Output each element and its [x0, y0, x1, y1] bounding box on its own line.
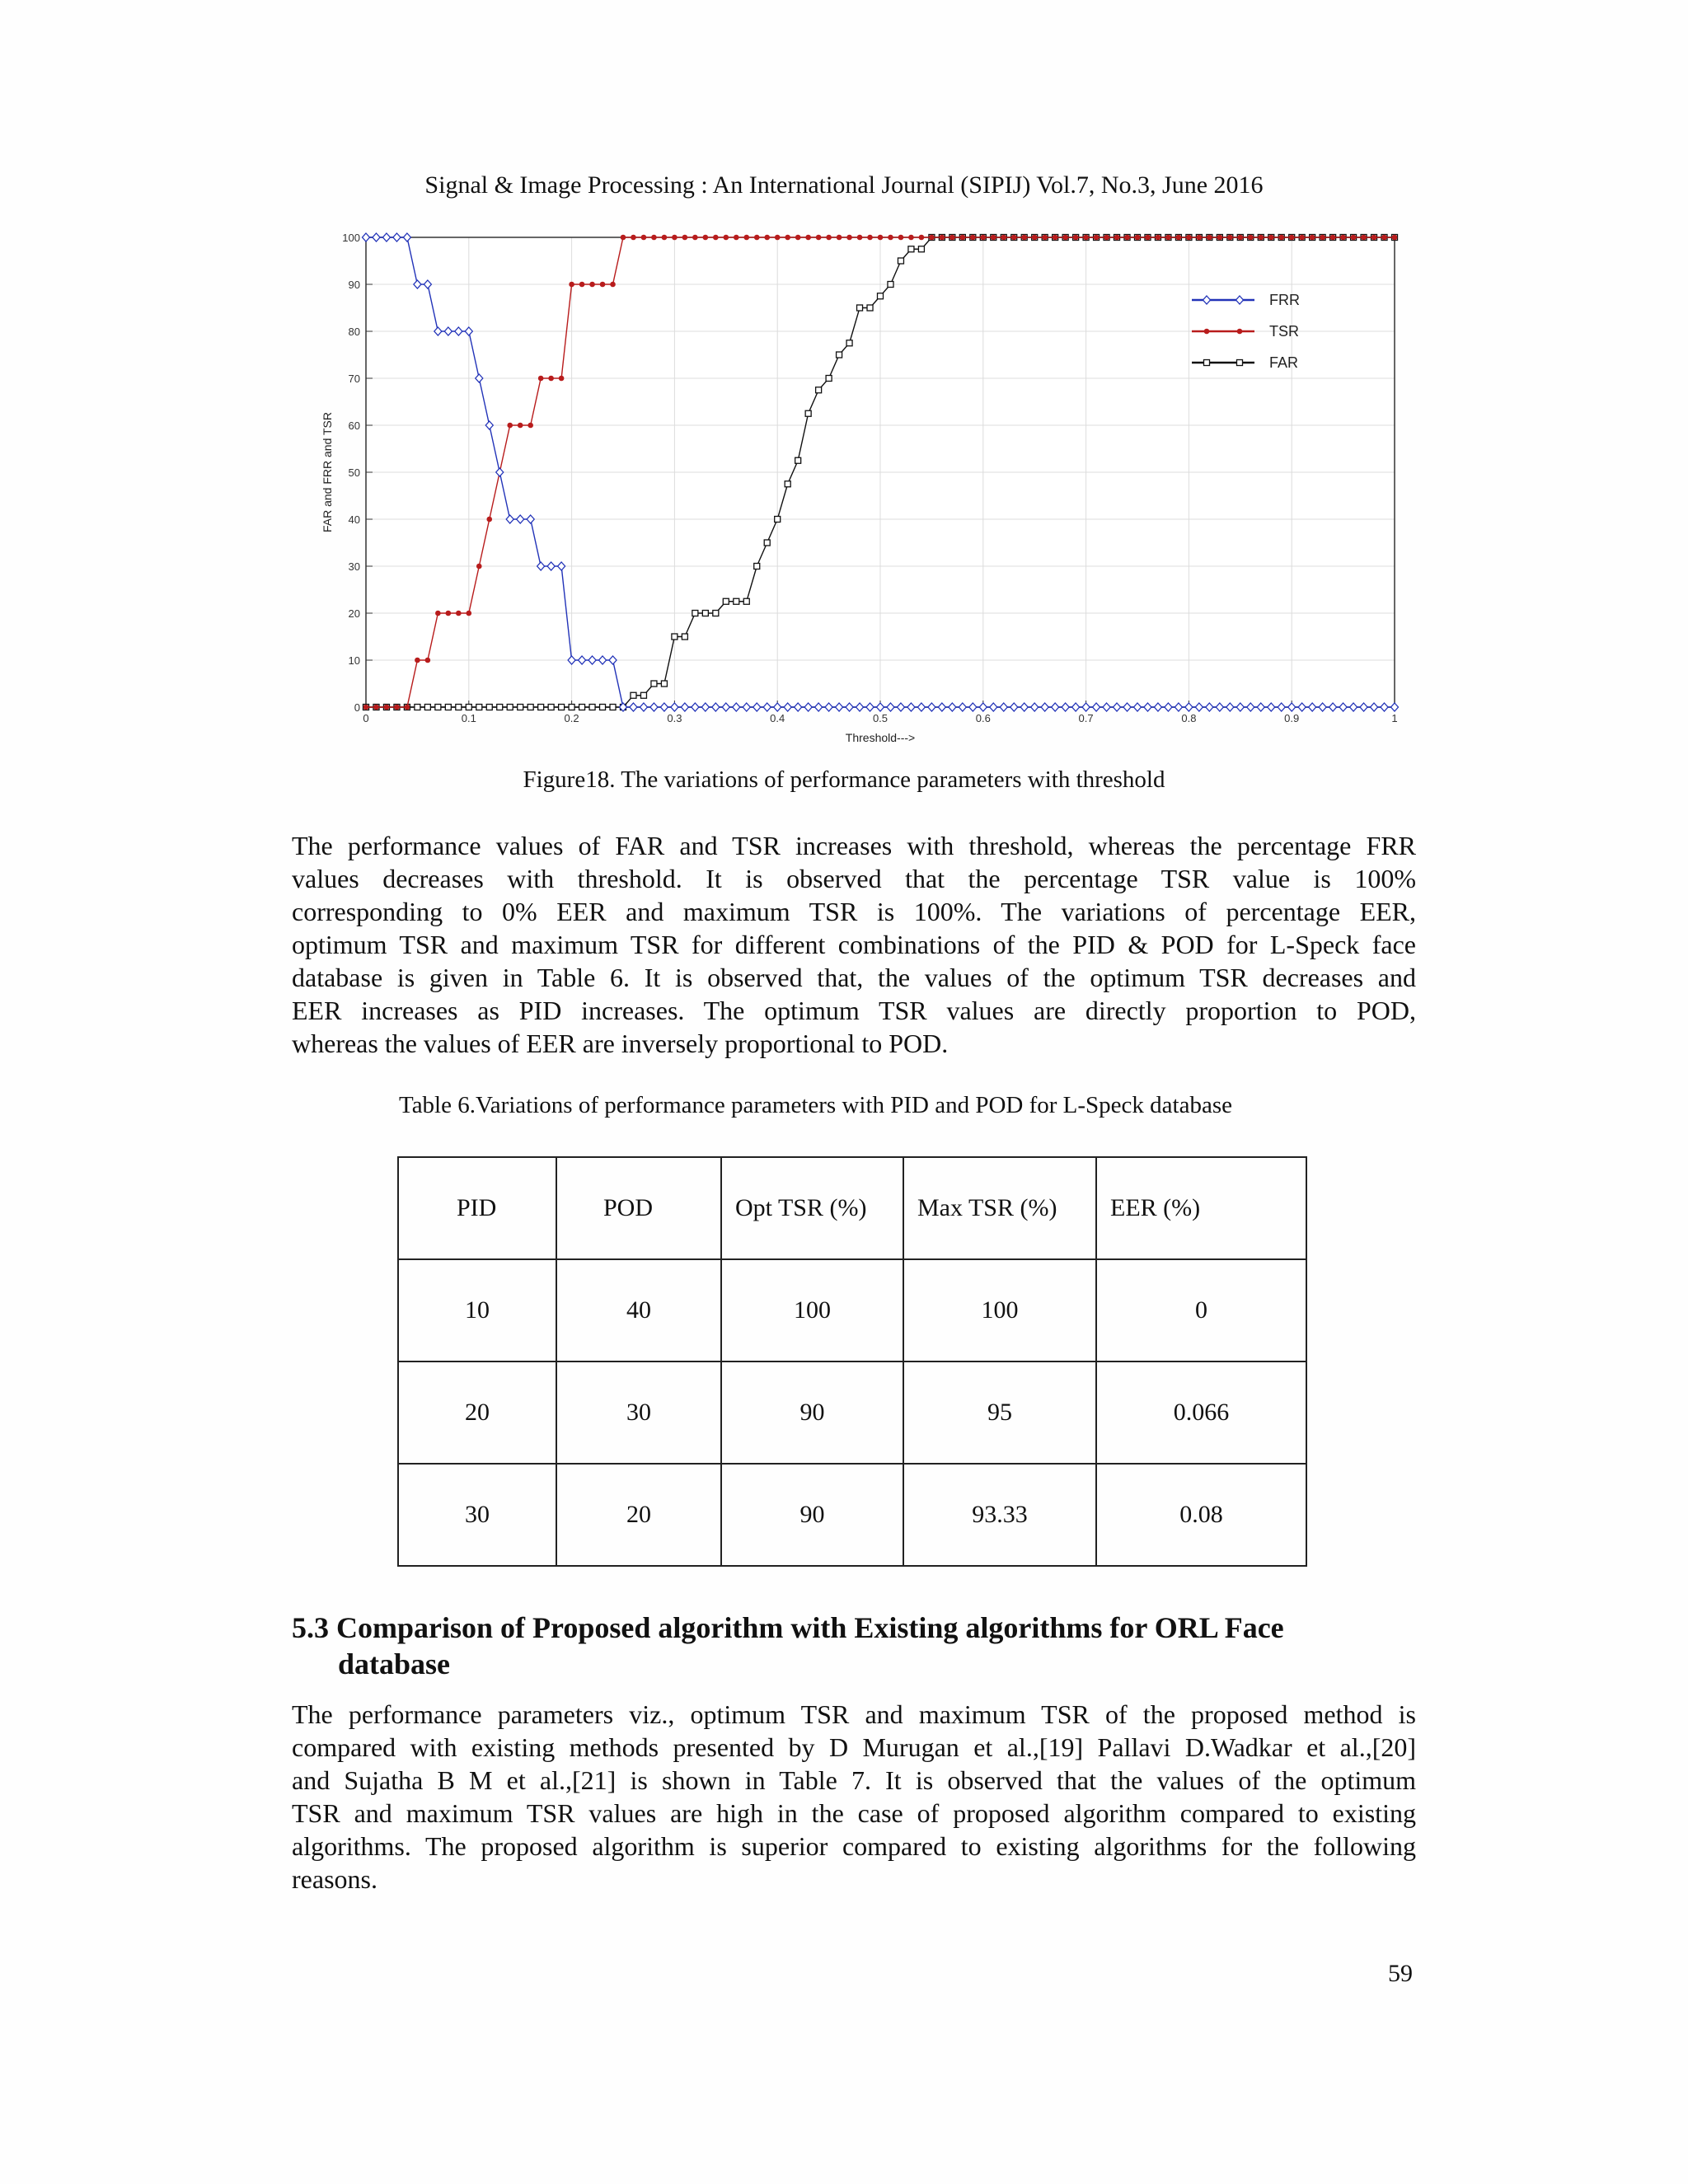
far-point	[734, 598, 739, 604]
tsr-point	[1084, 235, 1089, 240]
tsr-point	[611, 282, 616, 287]
tsr-point	[847, 235, 852, 240]
table-row	[398, 1464, 1306, 1566]
far-point	[569, 705, 574, 710]
paragraph-line: database is given in Table 6. It is observed that, the values of the optimum TSR decreases and	[292, 963, 1416, 992]
x-tick-label: 0	[363, 712, 369, 724]
tsr-point	[528, 423, 533, 428]
tsr-point	[1187, 235, 1192, 240]
paragraph-line: whereas the values of EER are inversely proportional to POD.	[292, 1029, 949, 1058]
tsr-point	[395, 705, 400, 710]
y-tick-label: 0	[354, 701, 360, 714]
tsr-point	[1382, 235, 1387, 240]
far-point	[445, 705, 451, 710]
far-point	[579, 705, 585, 710]
far-point	[878, 293, 884, 299]
x-tick-label: 0.5	[872, 712, 889, 724]
tsr-point	[1372, 235, 1376, 240]
tsr-point	[405, 705, 410, 710]
tsr-point	[1362, 235, 1367, 240]
far-point	[795, 457, 801, 463]
section-heading-line-2: database	[338, 1647, 451, 1680]
tsr-point	[1146, 235, 1151, 240]
tsr-point	[1114, 235, 1119, 240]
far-point	[476, 705, 482, 710]
paragraph-line: EER increases as PID increases. The optimum TSR values are directly proportion to POD,	[292, 996, 1416, 1025]
section-heading	[292, 1610, 1446, 1682]
far-point	[600, 705, 606, 710]
legend-marker	[1204, 360, 1210, 366]
tsr-point	[795, 235, 800, 240]
far-point	[816, 387, 822, 393]
table-cell: 0.066	[1096, 1361, 1306, 1464]
x-tick-label: 0.8	[1181, 712, 1197, 724]
legend-marker	[1237, 360, 1243, 366]
tsr-point	[1053, 235, 1057, 240]
far-point	[888, 282, 893, 288]
header-cell: POD	[556, 1157, 721, 1259]
x-tick-label: 0.1	[461, 712, 476, 724]
tsr-point	[538, 376, 543, 381]
far-point	[518, 705, 523, 710]
y-tick-label: 60	[348, 419, 360, 432]
far-point	[918, 246, 924, 252]
table-cell: 100	[721, 1259, 903, 1361]
tsr-point	[1259, 235, 1264, 240]
tsr-point	[837, 235, 842, 240]
tsr-point	[1300, 235, 1305, 240]
far-point	[640, 692, 646, 698]
paragraph-line: algorithms. The proposed algorithm is superior compared to existing algorithms for the following	[292, 1831, 1416, 1861]
tsr-point	[476, 564, 481, 569]
far-point	[826, 376, 832, 382]
tsr-point	[724, 235, 729, 240]
tsr-point	[652, 235, 657, 240]
y-axis-label: FAR and FRR and TSR	[321, 411, 334, 533]
tsr-point	[1238, 235, 1243, 240]
journal-header: Signal & Image Processing : An International Journal (SIPIJ) Vol.7, No.3, June 2016	[424, 171, 1264, 199]
y-tick-label: 80	[348, 326, 360, 338]
far-point	[743, 598, 749, 604]
far-point	[908, 246, 914, 252]
far-point	[764, 540, 770, 546]
tsr-point	[1197, 235, 1202, 240]
tsr-point	[1217, 235, 1222, 240]
tsr-point	[579, 282, 584, 287]
tsr-point	[467, 611, 471, 616]
far-point	[466, 705, 471, 710]
far-point	[424, 705, 430, 710]
far-point	[672, 634, 678, 640]
tsr-point	[425, 658, 430, 663]
paragraph-line: and Sujatha B M et al.,[21] is shown in Table 7. It is observed that the values of the optimum	[292, 1765, 1416, 1795]
tsr-point	[1279, 235, 1284, 240]
far-point	[486, 705, 492, 710]
tsr-point	[1156, 235, 1160, 240]
tsr-point	[1268, 235, 1273, 240]
far-point	[898, 258, 903, 264]
tsr-point	[621, 235, 626, 240]
legend-marker	[1204, 329, 1209, 334]
far-point	[702, 611, 708, 616]
far-point	[682, 634, 687, 640]
legend-label: TSR	[1269, 323, 1299, 340]
far-point	[805, 410, 811, 416]
tsr-point	[1125, 235, 1130, 240]
tsr-point	[457, 611, 462, 616]
tsr-point	[1310, 235, 1315, 240]
tsr-point	[1248, 235, 1253, 240]
y-tick-label: 20	[348, 607, 360, 620]
tsr-point	[765, 235, 770, 240]
far-point	[713, 611, 719, 616]
tsr-point	[363, 705, 368, 710]
tsr-point	[693, 235, 698, 240]
table-cell: 0.08	[1096, 1464, 1306, 1566]
tsr-point	[590, 282, 595, 287]
header-cell: PID	[398, 1157, 556, 1259]
tsr-point	[1351, 235, 1356, 240]
tsr-point	[785, 235, 790, 240]
tsr-point	[1330, 235, 1335, 240]
paragraph-line: compared with existing methods presented by D Murugan et al.,[19] Pallavi D.Wadkar et al.,[20]	[292, 1732, 1416, 1762]
far-point	[456, 705, 462, 710]
tsr-point	[1001, 235, 1006, 240]
tsr-point	[1063, 235, 1068, 240]
tsr-point	[827, 235, 832, 240]
tsr-point	[662, 235, 667, 240]
tsr-point	[940, 235, 945, 240]
y-tick-label: 40	[348, 513, 360, 526]
table-cell: 20	[556, 1464, 721, 1566]
legend-label: FRR	[1269, 292, 1300, 308]
tsr-point	[930, 235, 935, 240]
table-6	[397, 1156, 1307, 1567]
body-paragraph-1	[292, 829, 1416, 1060]
far-point	[559, 705, 565, 710]
tsr-point	[446, 611, 451, 616]
paragraph-line: corresponding to 0% EER and maximum TSR is 100%. The variations of percentage EER,	[292, 897, 1416, 926]
table-cell: 93.33	[903, 1464, 1096, 1566]
tsr-point	[1176, 235, 1181, 240]
tsr-point	[775, 235, 780, 240]
paragraph-line: values decreases with threshold. It is observed that the percentage TSR value is 100%	[292, 864, 1416, 893]
tsr-point	[1207, 235, 1212, 240]
table-cell: 30	[556, 1361, 721, 1464]
far-point	[497, 705, 503, 710]
table-row	[398, 1361, 1306, 1464]
table-caption: Table 6.Variations of performance parameters with PID and POD for L-Speck database	[399, 1092, 1233, 1118]
y-tick-label: 10	[348, 654, 360, 667]
figure-caption: Figure18. The variations of performance parameters with threshold	[523, 766, 1165, 793]
y-tick-label: 70	[348, 373, 360, 385]
far-point	[775, 517, 781, 523]
legend-marker	[1237, 329, 1242, 334]
table-cell: 30	[398, 1464, 556, 1566]
tsr-point	[1104, 235, 1109, 240]
paragraph-line: TSR and maximum TSR values are high in the case of proposed algorithm compared to existing	[292, 1798, 1416, 1828]
tsr-point	[806, 235, 811, 240]
tsr-point	[374, 705, 379, 710]
body-paragraph-2	[292, 1698, 1416, 1896]
x-tick-label: 1	[1391, 712, 1398, 724]
legend-label: FAR	[1269, 354, 1299, 371]
far-point	[857, 305, 863, 311]
tsr-point	[673, 235, 678, 240]
far-point	[538, 705, 544, 710]
tsr-point	[570, 282, 574, 287]
table-cell: 20	[398, 1361, 556, 1464]
tsr-point	[909, 235, 914, 240]
tsr-point	[1094, 235, 1099, 240]
tsr-point	[1043, 235, 1048, 240]
table-cell: 0	[1096, 1259, 1306, 1361]
x-axis-label: Threshold--->	[845, 731, 916, 744]
far-point	[528, 705, 533, 710]
paragraph-line: The performance values of FAR and TSR increases with threshold, whereas the percentage FRR	[292, 831, 1416, 860]
y-tick-label: 30	[348, 560, 360, 573]
tsr-point	[1022, 235, 1027, 240]
far-point	[785, 481, 790, 487]
table-cell: 100	[903, 1259, 1096, 1361]
tsr-point	[641, 235, 646, 240]
tsr-point	[971, 235, 976, 240]
far-point	[867, 305, 873, 311]
threshold-performance-chart	[297, 221, 1401, 758]
x-tick-label: 0.7	[1078, 712, 1094, 724]
table-cell: 40	[556, 1259, 721, 1361]
table-cell: 95	[903, 1361, 1096, 1464]
tsr-point	[898, 235, 903, 240]
y-tick-label: 90	[348, 279, 360, 291]
x-tick-label: 0.9	[1284, 712, 1300, 724]
table-row	[398, 1259, 1306, 1361]
section-heading-line-1: 5.3 Comparison of Proposed algorithm with Existing algorithms for ORL Face	[292, 1611, 1284, 1644]
paragraph-line: The performance parameters viz., optimum TSR and maximum TSR of the proposed method is	[292, 1699, 1416, 1729]
paragraph-line: optimum TSR and maximum TSR for different combinations of the PID & POD for L-Speck face	[292, 930, 1416, 959]
x-tick-label: 0.6	[975, 712, 991, 724]
tsr-point	[991, 235, 996, 240]
tsr-point	[1320, 235, 1325, 240]
tsr-point	[1228, 235, 1233, 240]
tsr-point	[487, 517, 492, 522]
tsr-point	[1011, 235, 1016, 240]
far-point	[548, 705, 554, 710]
paragraph-line: reasons.	[292, 1864, 377, 1894]
tsr-point	[436, 611, 441, 616]
far-point	[651, 681, 657, 687]
tsr-point	[919, 235, 924, 240]
header-cell: EER (%)	[1096, 1157, 1306, 1259]
tsr-point	[950, 235, 955, 240]
tsr-point	[518, 423, 523, 428]
x-tick-label: 0.2	[564, 712, 579, 724]
tsr-point	[1392, 235, 1397, 240]
tsr-point	[981, 235, 986, 240]
far-point	[435, 705, 441, 710]
far-point	[507, 705, 513, 710]
tsr-point	[754, 235, 759, 240]
tsr-point	[549, 376, 554, 381]
tsr-point	[384, 705, 389, 710]
far-point	[846, 340, 852, 346]
tsr-point	[960, 235, 965, 240]
header-cell: Max TSR (%)	[903, 1157, 1096, 1259]
tsr-point	[1341, 235, 1346, 240]
tsr-point	[857, 235, 862, 240]
tsr-point	[415, 658, 420, 663]
far-point	[661, 681, 667, 687]
far-point	[415, 705, 420, 710]
far-point	[589, 705, 595, 710]
tsr-point	[682, 235, 687, 240]
tsr-point	[734, 235, 738, 240]
tsr-point	[889, 235, 893, 240]
far-point	[837, 352, 842, 358]
tsr-point	[559, 376, 564, 381]
tsr-point	[868, 235, 873, 240]
tsr-point	[600, 282, 605, 287]
tsr-point	[816, 235, 821, 240]
tsr-point	[508, 423, 513, 428]
y-tick-label: 100	[342, 232, 360, 244]
tsr-point	[1135, 235, 1140, 240]
x-tick-label: 0.3	[667, 712, 682, 724]
tsr-point	[744, 235, 749, 240]
tsr-point	[703, 235, 708, 240]
header-cell: Opt TSR (%)	[721, 1157, 903, 1259]
tsr-point	[714, 235, 719, 240]
far-point	[723, 598, 729, 604]
far-point	[610, 705, 616, 710]
far-point	[631, 692, 636, 698]
page-number: 59	[1388, 1960, 1413, 1987]
table-cell: 10	[398, 1259, 556, 1361]
tsr-point	[1073, 235, 1078, 240]
tsr-point	[1166, 235, 1171, 240]
tsr-point	[878, 235, 883, 240]
table-cell: 90	[721, 1464, 903, 1566]
tsr-point	[631, 235, 636, 240]
table-header-row	[398, 1157, 1306, 1259]
far-point	[754, 564, 760, 569]
table-cell: 90	[721, 1361, 903, 1464]
tsr-point	[1289, 235, 1294, 240]
far-point	[692, 611, 698, 616]
x-tick-label: 0.4	[770, 712, 785, 724]
y-tick-label: 50	[348, 466, 360, 479]
tsr-point	[1032, 235, 1037, 240]
